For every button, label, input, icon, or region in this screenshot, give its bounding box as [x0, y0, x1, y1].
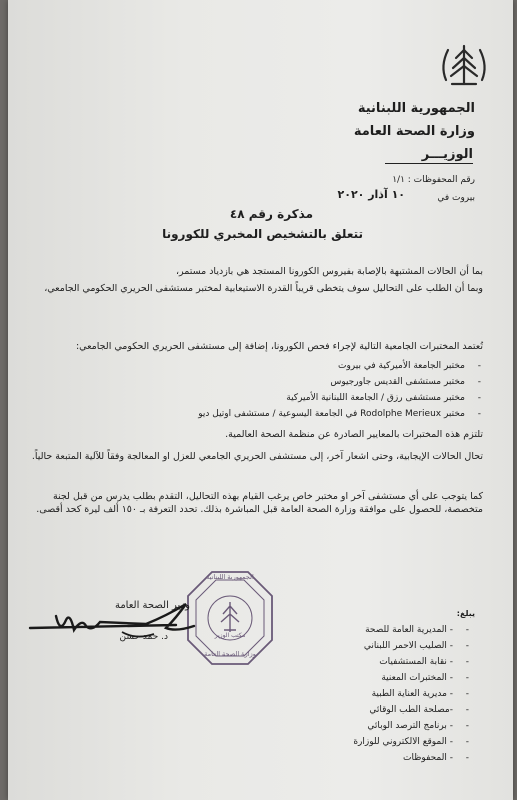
paragraph-5: تحال الحالات الإيجابية، وحتى اشعار آخر، إلى مستشفى الحريري الجامعي للعزل او المعالجة وفقاً للآلية المتبعة حالياً.: [31, 451, 483, 462]
republic-title: الجمهورية اللبنانية: [357, 101, 475, 116]
cedar-logo-icon: [438, 40, 490, 90]
paragraph-3: تُعتمد المختبرات الجامعية التالية لإجراء فحص الكورونا، إضافة إلى مستشفى الحريري الحكومي الجامعي:: [75, 341, 483, 352]
document-page: [8, 0, 513, 800]
list-item: - -مصلحة الطب الوقائي: [311, 702, 471, 718]
paragraph-1: بما أن الحالات المشتبهة بالإصابة بفيروس الكورونا المستجد هي بازدياد مستمر،: [175, 266, 483, 277]
list-item: - مختبر Rodolphe Merieux في الجامعة اليسوعية / مستشفى اوتيل ديو: [123, 406, 483, 422]
cc-label: يبلغ:: [456, 609, 475, 618]
paragraph-6: كما يتوجب على أي مستشفى آخر او مختبر خاص يرغب القيام بهذه التحاليل، التقدم بطلب يدرس من قبل لجنة متخصصة، للحصول على موافقة وزارة الصحة العامة قبل المباشرة بذلك. تحدد التعرفة بـ ١٥٠ ألف ليرة كحد أقصى.: [36, 491, 483, 515]
list-item: - - الصليب الاحمر اللبناني: [311, 638, 471, 654]
list-item: - مختبر مستشفى القديس جاورجيوس: [123, 374, 483, 390]
list-item: - مختبر الجامعة الأميركية في بيروت: [123, 358, 483, 374]
list-item: - - المديرية العامة للصحة: [311, 622, 471, 638]
date-prefix: بيروت في: [437, 193, 475, 203]
list-item: - - نقابة المستشفيات: [311, 654, 471, 670]
memo-number: مذكرة رقم ٤٨: [229, 207, 313, 221]
list-item: - - مديرية العناية الطبية: [311, 686, 471, 702]
list-item: - - المختبرات المعنية: [311, 670, 471, 686]
signature-title: وزير الصحة العامة: [114, 600, 190, 611]
list-item: - - الموقع الالكتروني للوزارة: [311, 734, 471, 750]
cc-list: [311, 622, 471, 766]
list-item: - - المحفوظات: [311, 750, 471, 766]
labs-list: [123, 358, 483, 422]
paragraph-2: وبما أن الطلب على التحاليل سوف يتخطى قريباً القدرة الاستيعابية لمختبر مستشفى الحريري الحكومي الجامعي،: [44, 283, 483, 294]
ministry-title: وزارة الصحة العامة: [353, 124, 475, 139]
signature-name: د. حمد حسن: [119, 632, 168, 642]
date-value: ١٠ آذار ٢٠٢٠: [337, 188, 405, 201]
memo-subject: تتعلق بالتشخيص المخبري للكورونا: [162, 227, 363, 241]
stamp-outer-text: الجمهورية اللبنانية: [206, 573, 254, 581]
minister-title: الوزيـــر: [385, 147, 473, 164]
paragraph-4: تلتزم هذه المختبرات بالمعايير الصادرة عن منظمة الصحة العالمية.: [225, 429, 483, 440]
list-item: - - برنامج الترصد الوبائي: [311, 718, 471, 734]
archive-number: رقم المحفوظات : ١/١: [392, 175, 475, 185]
list-item: - مختبر مستشفى رزق / الجامعة اللبنانية الأميركية: [123, 390, 483, 406]
stamp-mid-text: مكتب الوزير: [214, 632, 246, 639]
stamp-inner-text: وزارة الصحة العامة: [204, 650, 256, 658]
